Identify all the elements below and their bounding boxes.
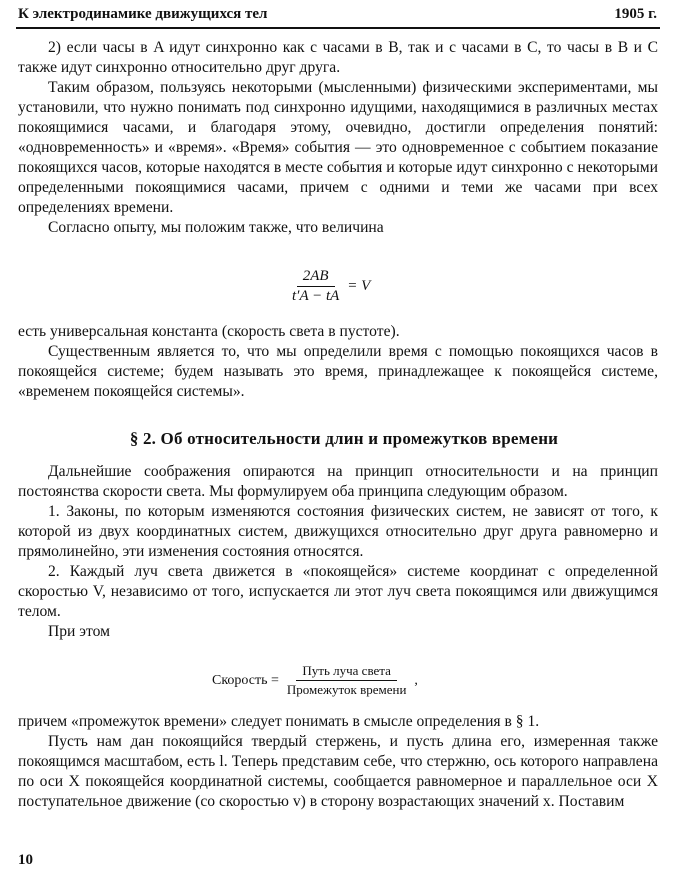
formula-speed-of-light — [288, 268, 370, 305]
formula2-numerator: Путь луча света — [296, 663, 397, 681]
text-block-1 — [18, 38, 658, 238]
paragraph-at-this: При этом — [48, 623, 110, 640]
formula-denominator: t′A − tA — [292, 288, 340, 304]
page-number: 10 — [18, 852, 33, 868]
formula2-denominator: Промежуток времени — [286, 682, 407, 697]
paragraph-principles-intro: Дальнейшие соображения опираются на принцип относительности и на принцип постоянства скорости света. Мы формулируем оба принципа следующим образом. — [18, 463, 658, 500]
formula-rhs: = V — [347, 278, 371, 294]
section-heading: § 2. Об относительности длин и промежутков времени — [129, 429, 559, 448]
paragraph-constant-intro: Согласно опыту, мы положим также, что величина — [48, 219, 384, 236]
paragraph-principle-relativity: 1. Законы, по которым изменяются состояния физических систем, не зависят от того, к которой из двух координатных систем, движущихся относительно друг друга равномерно и прямолинейно, эти изменения состояния относятся. — [18, 503, 658, 560]
formula2-lhs: Скорость = — [212, 672, 279, 688]
formula-velocity-definition — [212, 663, 418, 698]
running-head-title: К электродинамике движущихся тел — [18, 6, 268, 22]
formula2-fraction — [283, 663, 411, 698]
paragraph-definition-of-time: Таким образом, пользуясь некоторыми (мысленными) физическими экспериментами, мы установили, что нужно понимать под синхронно идущими, находящимися в различных местах покоящимися часами, и благодаря этому, очевидно, достигли определения понятий: «одновременность» и «время». «Время» события — это одновременное с событием показание покоящихся часов, которые находятся в месте события и которые идут синхронно с некоторыми определенными покоящимися часами, причем с одними и теми же часами при всех определениях времени. — [18, 79, 658, 216]
text-block-3 — [18, 462, 658, 642]
header-rule — [16, 27, 660, 29]
formula-fraction — [288, 268, 343, 305]
text-block-4 — [18, 712, 658, 812]
running-head-year: 1905 г. — [614, 6, 657, 22]
paragraph-principle-light-speed: 2. Каждый луч света движется в «покоящейся» системе координат с определенной скоростью V, независимо от того, испускается ли этот луч света покоящимся или движущимся телом. — [18, 563, 658, 620]
paragraph-time-interval: причем «промежуток времени» следует понимать в смысле определения в § 1. — [18, 713, 540, 730]
paragraph-rigid-rod: Пусть нам дан покоящийся твердый стержень, и пусть длина его, измеренная также покоящимся масштабом, есть l. Теперь представим себе, что стержню, ось которого направлена по оси X покоящейся координатной системы, сообщается равномерное и параллельное оси X поступательное движение (со скоростью v) в сторону возрастающих значений x. Поставим — [18, 733, 658, 810]
formula-numerator: 2AB — [297, 268, 335, 287]
paragraph-rest-system-time: Существенным является то, что мы определили время с помощью покоящихся часов в покоящейся системе; будем называть это время, принадлежащее к покоящейся системе, «временем покоящейся системы». — [18, 343, 658, 400]
paragraph-clocks-synchronous: 2) если часы в A идут синхронно как с часами в B, так и с часами в C, то часы в B и C также идут синхронно относительно друг друга. — [18, 39, 658, 76]
paragraph-universal-constant: есть универсальная константа (скорость света в пустоте). — [18, 323, 400, 340]
text-block-2 — [18, 322, 658, 402]
formula2-comma: , — [414, 672, 418, 688]
